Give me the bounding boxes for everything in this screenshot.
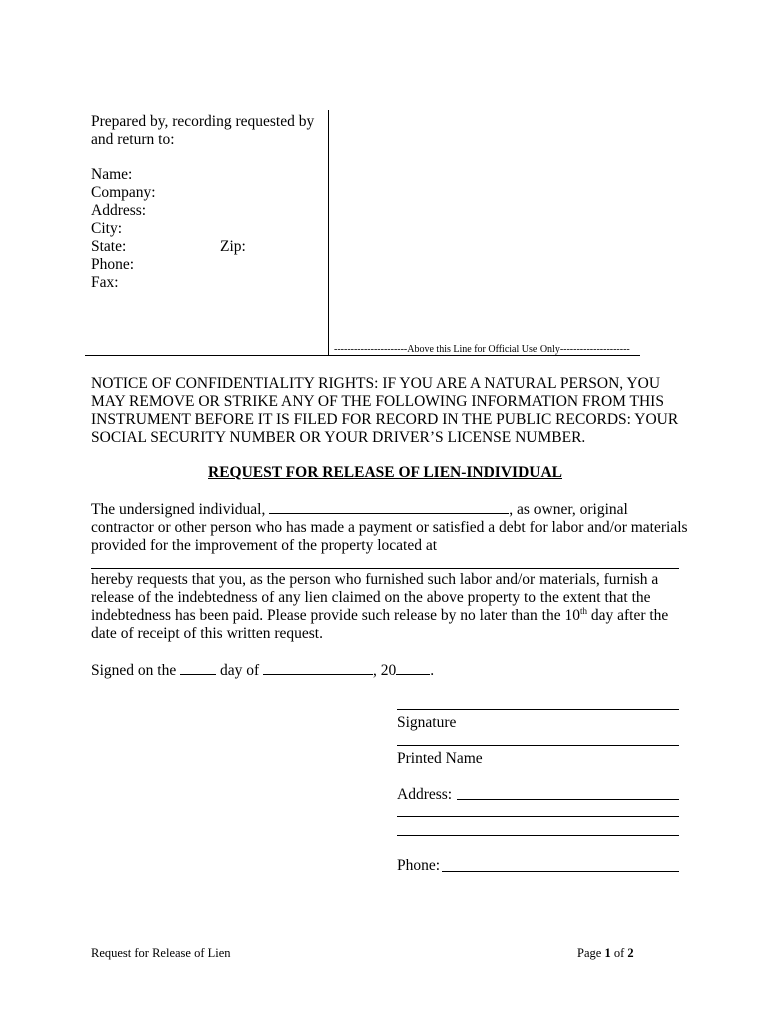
state-label: State: — [91, 238, 127, 255]
ordinal-suffix: th — [579, 605, 587, 616]
phone-label: Phone: — [91, 256, 135, 273]
p2-line4: date of receipt of this written request. — [91, 625, 323, 642]
day-blank[interactable] — [180, 661, 216, 675]
signed-text-c: , 20 — [373, 662, 397, 679]
signer-address-blank-2[interactable] — [397, 816, 679, 817]
signer-address-label: Address: — [397, 786, 453, 803]
p2-line3-a: indebtedness has been paid. Please provide such release by no later than the 10 — [91, 607, 580, 624]
p2-line1: hereby requests that you, as the person who furnished such labor and/or materials, furnish a — [91, 571, 659, 588]
page-current: 1 — [604, 946, 611, 960]
p1-line3: provided for the improvement of the property located at — [91, 537, 438, 554]
signer-address-blank-1[interactable] — [457, 799, 679, 800]
fax-label: Fax: — [91, 274, 119, 291]
page-total: 2 — [627, 946, 634, 960]
document-title: REQUEST FOR RELEASE OF LIEN-INDIVIDUAL — [208, 464, 562, 481]
p2-line3-b: day after the — [586, 607, 669, 624]
p1-line2: contractor or other person who has made a payment or satisfied a debt for labor and/or materials — [91, 519, 688, 536]
signed-on-line — [91, 661, 434, 680]
signer-address-blank-3[interactable] — [397, 835, 679, 836]
confidentiality-notice — [91, 375, 691, 447]
page-number — [577, 946, 634, 960]
paragraph-release — [91, 571, 668, 643]
p1-end: , as owner, original — [509, 501, 628, 518]
signer-phone-blank[interactable] — [442, 871, 679, 872]
month-blank[interactable] — [263, 661, 373, 675]
printed-name-label: Printed Name — [397, 750, 483, 767]
p1-start: The undersigned individual, — [91, 501, 266, 518]
p2-line2: release of the indebtedness of any lien claimed on the above property to the extent that the — [91, 589, 651, 606]
individual-name-blank[interactable] — [269, 500, 509, 514]
signature-label: Signature — [397, 714, 457, 731]
header-bottom-rule — [85, 355, 640, 356]
signed-text-d: . — [430, 662, 435, 679]
official-use-line: ----------------------Above this Line for Official Use Only--------------------- — [334, 344, 630, 355]
signature-blank[interactable] — [397, 709, 679, 710]
property-location-blank[interactable] — [91, 568, 679, 569]
address-label: Address: — [91, 202, 147, 219]
notice-line: SOCIAL SECURITY NUMBER OR YOUR DRIVER’S LICENSE NUMBER. — [91, 429, 586, 446]
notice-line: INSTRUMENT BEFORE IT IS FILED FOR RECORD IN THE PUBLIC RECORDS: YOUR — [91, 411, 679, 428]
paragraph-request — [91, 500, 688, 555]
footer-title: Request for Release of Lien — [91, 946, 231, 960]
name-label: Name: — [91, 166, 133, 183]
recording-area-divider — [328, 110, 329, 356]
prepared-by-line2: and return to: — [91, 131, 175, 148]
notice-line: NOTICE OF CONFIDENTIALITY RIGHTS: IF YOU ARE A NATURAL PERSON, YOU — [91, 375, 661, 392]
printed-name-blank[interactable] — [397, 745, 679, 746]
prepared-by-line1: Prepared by, recording requested by — [91, 113, 315, 130]
notice-line: MAY REMOVE OR STRIKE ANY OF THE FOLLOWING INFORMATION FROM THIS — [91, 393, 664, 410]
signed-text-a: Signed on the — [91, 662, 177, 679]
signed-text-b: day of — [220, 662, 260, 679]
year-blank[interactable] — [396, 661, 430, 675]
zip-label: Zip: — [220, 238, 246, 255]
page-word: Page — [577, 946, 602, 960]
signer-phone-label: Phone: — [397, 857, 441, 874]
page-of: of — [613, 946, 625, 960]
city-label: City: — [91, 220, 123, 237]
company-label: Company: — [91, 184, 156, 201]
